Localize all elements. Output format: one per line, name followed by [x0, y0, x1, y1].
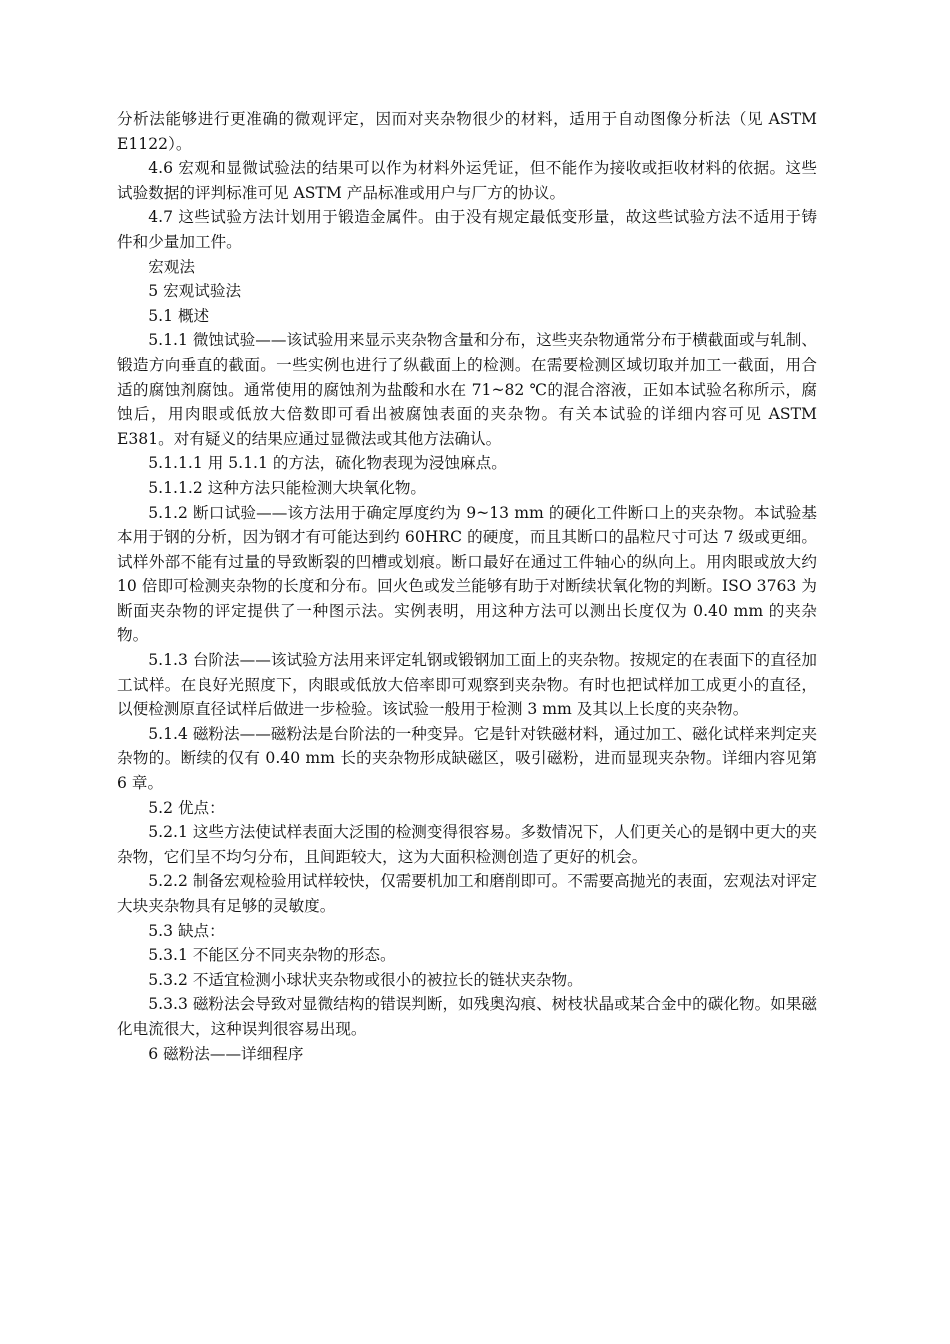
paragraph-5-1-2: 5.1.2 断口试验——该方法用于确定厚度约为 9~13 mm 的硬化工件断口上的夹杂物。本试验基本用于钢的分析，因为钢才有可能达到约 60HRC 的硬度，而且其断口的晶粒尺寸可达 7 级或更细。试样外部不能有过量的导致断裂的凹槽或划痕。断口最好在通过工件轴心的纵向上。用肉眼或放大约 10 倍即可检测夹杂物的长度和分布。回火色或发兰能够有助于对断续状氧化物的判断。ISO 3763 为断面夹杂物的评定提供了一种图示法。实例表明，用这种方法可以测出长度仅为 0.40 mm 的夹杂物。 — [117, 503, 817, 645]
paragraph-5-1-1: 5.1.1 微蚀试验——该试验用来显示夹杂物含量和分布，这些夹杂物通常分布于横截面或与轧制、锻造方向垂直的截面。一些实例也进行了纵截面上的检测。在需要检测区域切取并加工一截面，用合适的腐蚀剂腐蚀。通常使用的腐蚀剂为盐酸和水在 71~82 ℃的混合溶液，正如本试验名称所示，腐蚀后，用肉眼或低放大倍数即可看出被腐蚀表面的夹杂物。有关本试验的详细内容可见 ASTM E381。对有疑义的结果应通过显微法或其他方法确认。 — [117, 331, 817, 448]
paragraph-5-3-2: 5.3.2 不适宜检测小球状夹杂物或很小的被拉长的链状夹杂物。 — [148, 970, 583, 989]
heading-macro-method: 宏观法 — [148, 257, 195, 276]
paragraph-continuation: 分析法能够进行更准确的微观评定，因而对夹杂物很少的材料，适用于自动图像分析法（见 ASTM E1122）。 — [117, 110, 817, 153]
paragraph-5-2-2: 5.2.2 制备宏观检验用试样较快，仅需要机加工和磨削即可。不需要高抛光的表面，宏观法对评定大块夹杂物具有足够的灵敏度。 — [117, 872, 817, 915]
paragraph-5-3-3: 5.3.3 磁粉法会导致对显微结构的错误判断，如残奥沟痕、树枝状晶或某合金中的碳化物。如果磁化电流很大，这种误判很容易出现。 — [117, 995, 817, 1038]
paragraph-5-2-1: 5.2.1 这些方法使试样表面大泛围的检测变得很容易。多数情况下，人们更关心的是钢中更大的夹杂物，它们呈不均匀分布，且间距较大，这为大面积检测创造了更好的机会。 — [117, 823, 817, 866]
heading-section-5-1: 5.1 概述 — [148, 306, 210, 325]
paragraph-4-6: 4.6 宏观和显微试验法的结果可以作为材料外运凭证，但不能作为接收或拒收材料的依据。这些试验数据的评判标准可见 ASTM 产品标准或用户与厂方的协议。 — [117, 159, 817, 202]
paragraph-5-1-1-1: 5.1.1.1 用 5.1.1 的方法，硫化物表现为浸蚀麻点。 — [148, 454, 507, 473]
paragraph-4-7: 4.7 这些试验方法计划用于锻造金属件。由于没有规定最低变形量，故这些试验方法不适用于铸件和少量加工件。 — [117, 208, 817, 251]
paragraph-5-3-1: 5.3.1 不能区分不同夹杂物的形态。 — [148, 946, 396, 965]
paragraph-5-1-1-2: 5.1.1.2 这种方法只能检测大块氧化物。 — [148, 478, 427, 497]
heading-section-5-3: 5.3 缺点： — [148, 921, 225, 940]
heading-section-5-2: 5.2 优点： — [148, 798, 225, 817]
document-page — [117, 107, 817, 1066]
paragraph-5-1-3: 5.1.3 台阶法——该试验方法用来评定轧钢或锻钢加工面上的夹杂物。按规定的在表面下的直径加工试样。在良好光照度下，肉眼或低放大倍率即可观察到夹杂物。有时也把试样加工成更小的直径，以便检测原直径试样后做进一步检验。该试验一般用于检测 3 mm 及其以上长度的夹杂物。 — [117, 651, 817, 719]
heading-section-5: 5 宏观试验法 — [148, 282, 242, 301]
heading-section-6: 6 磁粉法——详细程序 — [148, 1044, 304, 1063]
paragraph-5-1-4: 5.1.4 磁粉法——磁粉法是台阶法的一种变异。它是针对铁磁材料，通过加工、磁化试样来判定夹杂物的。断续的仅有 0.40 mm 长的夹杂物形成缺磁区，吸引磁粉，进而显现夹杂物。详细内容见第 6 章。 — [117, 724, 817, 793]
